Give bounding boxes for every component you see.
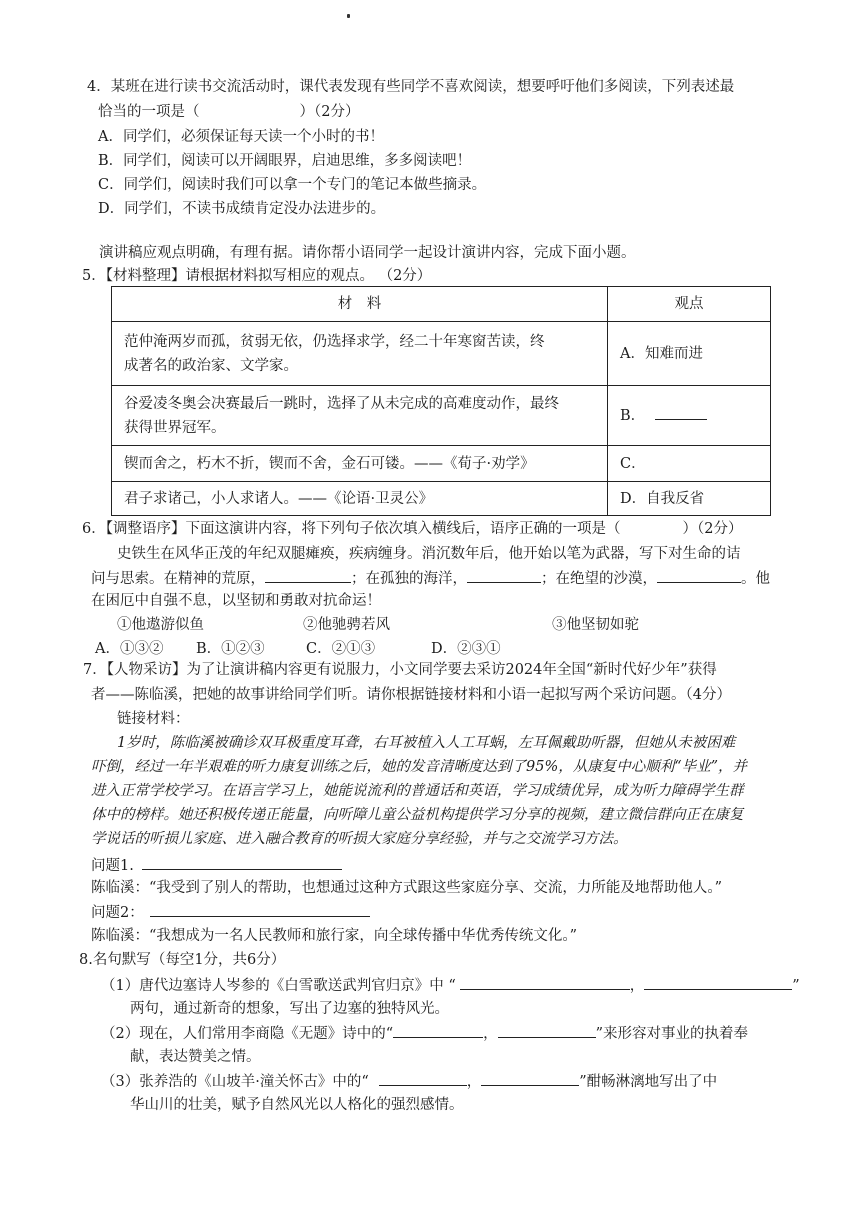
q8-text: ”酣畅淋漓地写出了中 — [579, 1074, 718, 1090]
q4-option-d: D．同学们，不读书成绩肯定没办法进步的。 — [98, 201, 386, 217]
material-text: 谷爱凌冬奥会决赛最后一跳时，选择了从未完成的高难度动作，最终 — [124, 395, 559, 412]
q7-question-label: 问题1. — [91, 858, 134, 874]
q7-material-line: 学说话的听损儿家庭、进入融合教育的听损大家庭分享经验，并与之交流学习方法。 — [91, 831, 628, 847]
header-view: 观点 — [608, 287, 771, 322]
view-cell: D．自我反省 — [608, 482, 771, 516]
q7-material-line: 体中的榜样。她还积极传递正能量，向听障儿童公益机构提供学习分享的视频，建立微信群向正在康复 — [91, 807, 744, 823]
q4-stem-line1: 4．某班在进行读书交流活动时，课代表发现有些同学不喜欢阅读，想要呼吁他们多阅读，下列表述最 — [87, 79, 735, 95]
q6-text: 。他 — [741, 571, 770, 587]
q6-sentence-1: ①他遨游似鱼 — [117, 617, 204, 633]
q6-choice-d: D．②③① — [431, 641, 501, 657]
material-text: 获得世界冠军。 — [124, 419, 226, 436]
q8-text: （2）现在，人们常用李商隐《无题》诗中的“ — [101, 1026, 394, 1042]
q8-text: ”来形容对事业的执着奉 — [595, 1026, 749, 1042]
q4-option-c: C．同学们，阅读时我们可以拿一个专门的笔记本做些摘录。 — [98, 177, 487, 193]
q4-stem-line2 — [98, 103, 359, 121]
q6-sentence-2: ②他驰骋若风 — [303, 617, 390, 633]
q7-question-1-blank[interactable] — [142, 856, 342, 870]
q8-blank-6[interactable] — [481, 1072, 579, 1086]
material-cell: 君子求诸己，小人求诸人。——《论语·卫灵公》 — [112, 482, 608, 516]
header-material: 材 料 — [112, 287, 608, 322]
q8-text: （3）张养浩的《山坡羊·潼关怀古》中的“ — [101, 1074, 369, 1090]
q6-text: 问与思索。在精神的荒原， — [91, 571, 265, 587]
q6-text: ；在绝望的沙漠， — [541, 571, 657, 587]
view-label: B． — [620, 407, 646, 424]
q8-text: ， — [483, 1026, 498, 1042]
q8-item-1 — [101, 976, 800, 995]
q8-blank-1[interactable] — [460, 976, 630, 990]
q8-item-2 — [101, 1024, 748, 1043]
q6-stem-prefix: 6．【调整语序】下面这演讲内容，将下列句子依次填入横线后，语序正确的一项是（ — [82, 521, 621, 537]
material-table — [111, 286, 771, 516]
q7-stem-line2: 者——陈临溪，把她的故事讲给同学们听。请你根据链接材料和小语一起拟写两个采访问题。（4分） — [91, 687, 731, 703]
q4-option-a: A．同学们，必须保证每天读一个小时的书！ — [98, 129, 384, 145]
q8-item-1-line2: 两句，通过新奇的想象，写出了边塞的独特风光。 — [130, 1001, 449, 1017]
q8-item-3 — [101, 1072, 717, 1091]
speech-intro: 演讲稿应观点明确，有理有据。请你帮小语同学一起设计演讲内容，完成下面小题。 — [99, 245, 636, 261]
q7-answer-2: 陈临溪：“我想成为一名人民教师和旅行家，向全球传播中华优秀传统文化。” — [91, 928, 578, 944]
q6-blank-2[interactable] — [467, 569, 541, 583]
q6-sentence-3: ③他坚韧如驼 — [552, 617, 639, 633]
q7-question-1 — [91, 856, 342, 875]
table-row — [112, 386, 771, 446]
q7-answer-1: 陈临溪：“我受到了别人的帮助，也想通过这种方式跟这些家庭分享、交流，力所能及地帮助他人。” — [91, 880, 723, 896]
q8-blank-2[interactable] — [644, 976, 792, 990]
q7-material-line: 进入正常学校学习。在语言学习上，她能说流利的普通话和英语，学习成绩优异，成为听力障碍学生群 — [91, 783, 744, 799]
material-text: 成著名的政治家、文学家。 — [124, 357, 298, 374]
q8-blank-4[interactable] — [498, 1024, 596, 1038]
q4-stem-prefix: 恰当的一项是（ — [98, 104, 200, 120]
q6-text-line3: 在困厄中自强不息，以坚韧和勇敢对抗命运！ — [91, 593, 381, 609]
q7-question-label: 问题2： — [91, 905, 144, 921]
q6-stem-suffix: ）（2分） — [682, 521, 743, 537]
q6-text-line2 — [91, 569, 770, 588]
q8-text: ” — [792, 978, 800, 994]
table-row — [112, 446, 771, 482]
view-cell[interactable] — [608, 386, 771, 446]
q6-text: ；在孤独的海洋， — [351, 571, 467, 587]
q8-item-2-line2: 献，表达赞美之情。 — [130, 1049, 261, 1065]
q6-choice-c: C．②①③ — [306, 641, 376, 657]
view-blank-b[interactable] — [655, 406, 707, 420]
q7-material-line: 1岁时，陈临溪被确诊双耳极重度耳聋，右耳被植入人工耳蜗，左耳佩戴助听器，但她从未被困难 — [117, 735, 736, 751]
q8-blank-5[interactable] — [379, 1072, 467, 1086]
material-cell — [112, 322, 608, 386]
q6-blank-1[interactable] — [265, 569, 351, 583]
q4-stem-suffix: ）（2分） — [299, 104, 360, 120]
q6-stem — [82, 520, 742, 538]
q8-stem: 8.名句默写（每空1分，共6分） — [79, 952, 286, 968]
q6-blank-3[interactable] — [657, 569, 741, 583]
table-row — [112, 482, 771, 516]
view-cell-c[interactable]: C． — [608, 446, 771, 482]
q8-item-3-line2: 华山川的壮美，赋予自然风光以人格化的强烈感情。 — [130, 1097, 464, 1113]
q6-text-line1: 史铁生在风华正茂的年纪双腿瘫痪，疾病缠身。消沉数年后，他开始以笔为武器，写下对生命的诘 — [117, 546, 741, 562]
scan-dot — [347, 14, 350, 18]
q8-text: （1）唐代边塞诗人岑参的《白雪歌送武判官归京》中 “ — [101, 978, 456, 994]
q7-question-2 — [91, 903, 370, 922]
q4-option-b: B．同学们，阅读可以开阔眼界，启迪思维，多多阅读吧！ — [98, 153, 472, 169]
view-cell: A．知难而进 — [608, 322, 771, 386]
q8-blank-3[interactable] — [393, 1024, 483, 1038]
material-cell — [112, 386, 608, 446]
q7-material-line: 吓倒，经过一年半艰难的听力康复训练之后，她的发音清晰度达到了95%，从康复中心顺利“毕业”，并 — [91, 759, 748, 775]
q7-question-2-blank[interactable] — [150, 903, 370, 917]
q8-text: ， — [629, 978, 645, 994]
q7-stem-line1: 7．【人物采访】为了让演讲稿内容更有说服力，小文同学要去采访2024年全国“新时代好少年”获得 — [83, 662, 717, 678]
q6-choice-b: B．①②③ — [196, 641, 265, 657]
q7-link-label: 链接材料： — [117, 711, 190, 727]
table-header-row — [112, 287, 771, 322]
q8-text: ， — [466, 1074, 482, 1090]
table-row — [112, 322, 771, 386]
material-text: 范仲淹两岁而孤，贫弱无依，仍选择求学，经二十年寒窗苦读，终 — [124, 333, 545, 350]
material-cell: 锲而舍之，朽木不折，锲而不舍，金石可镂。——《荀子·劝学》 — [112, 446, 608, 482]
q6-choice-a: A．①③② — [95, 641, 164, 657]
q5-stem: 5．【材料整理】请根据材料拟写相应的观点。 （2分） — [82, 268, 432, 284]
